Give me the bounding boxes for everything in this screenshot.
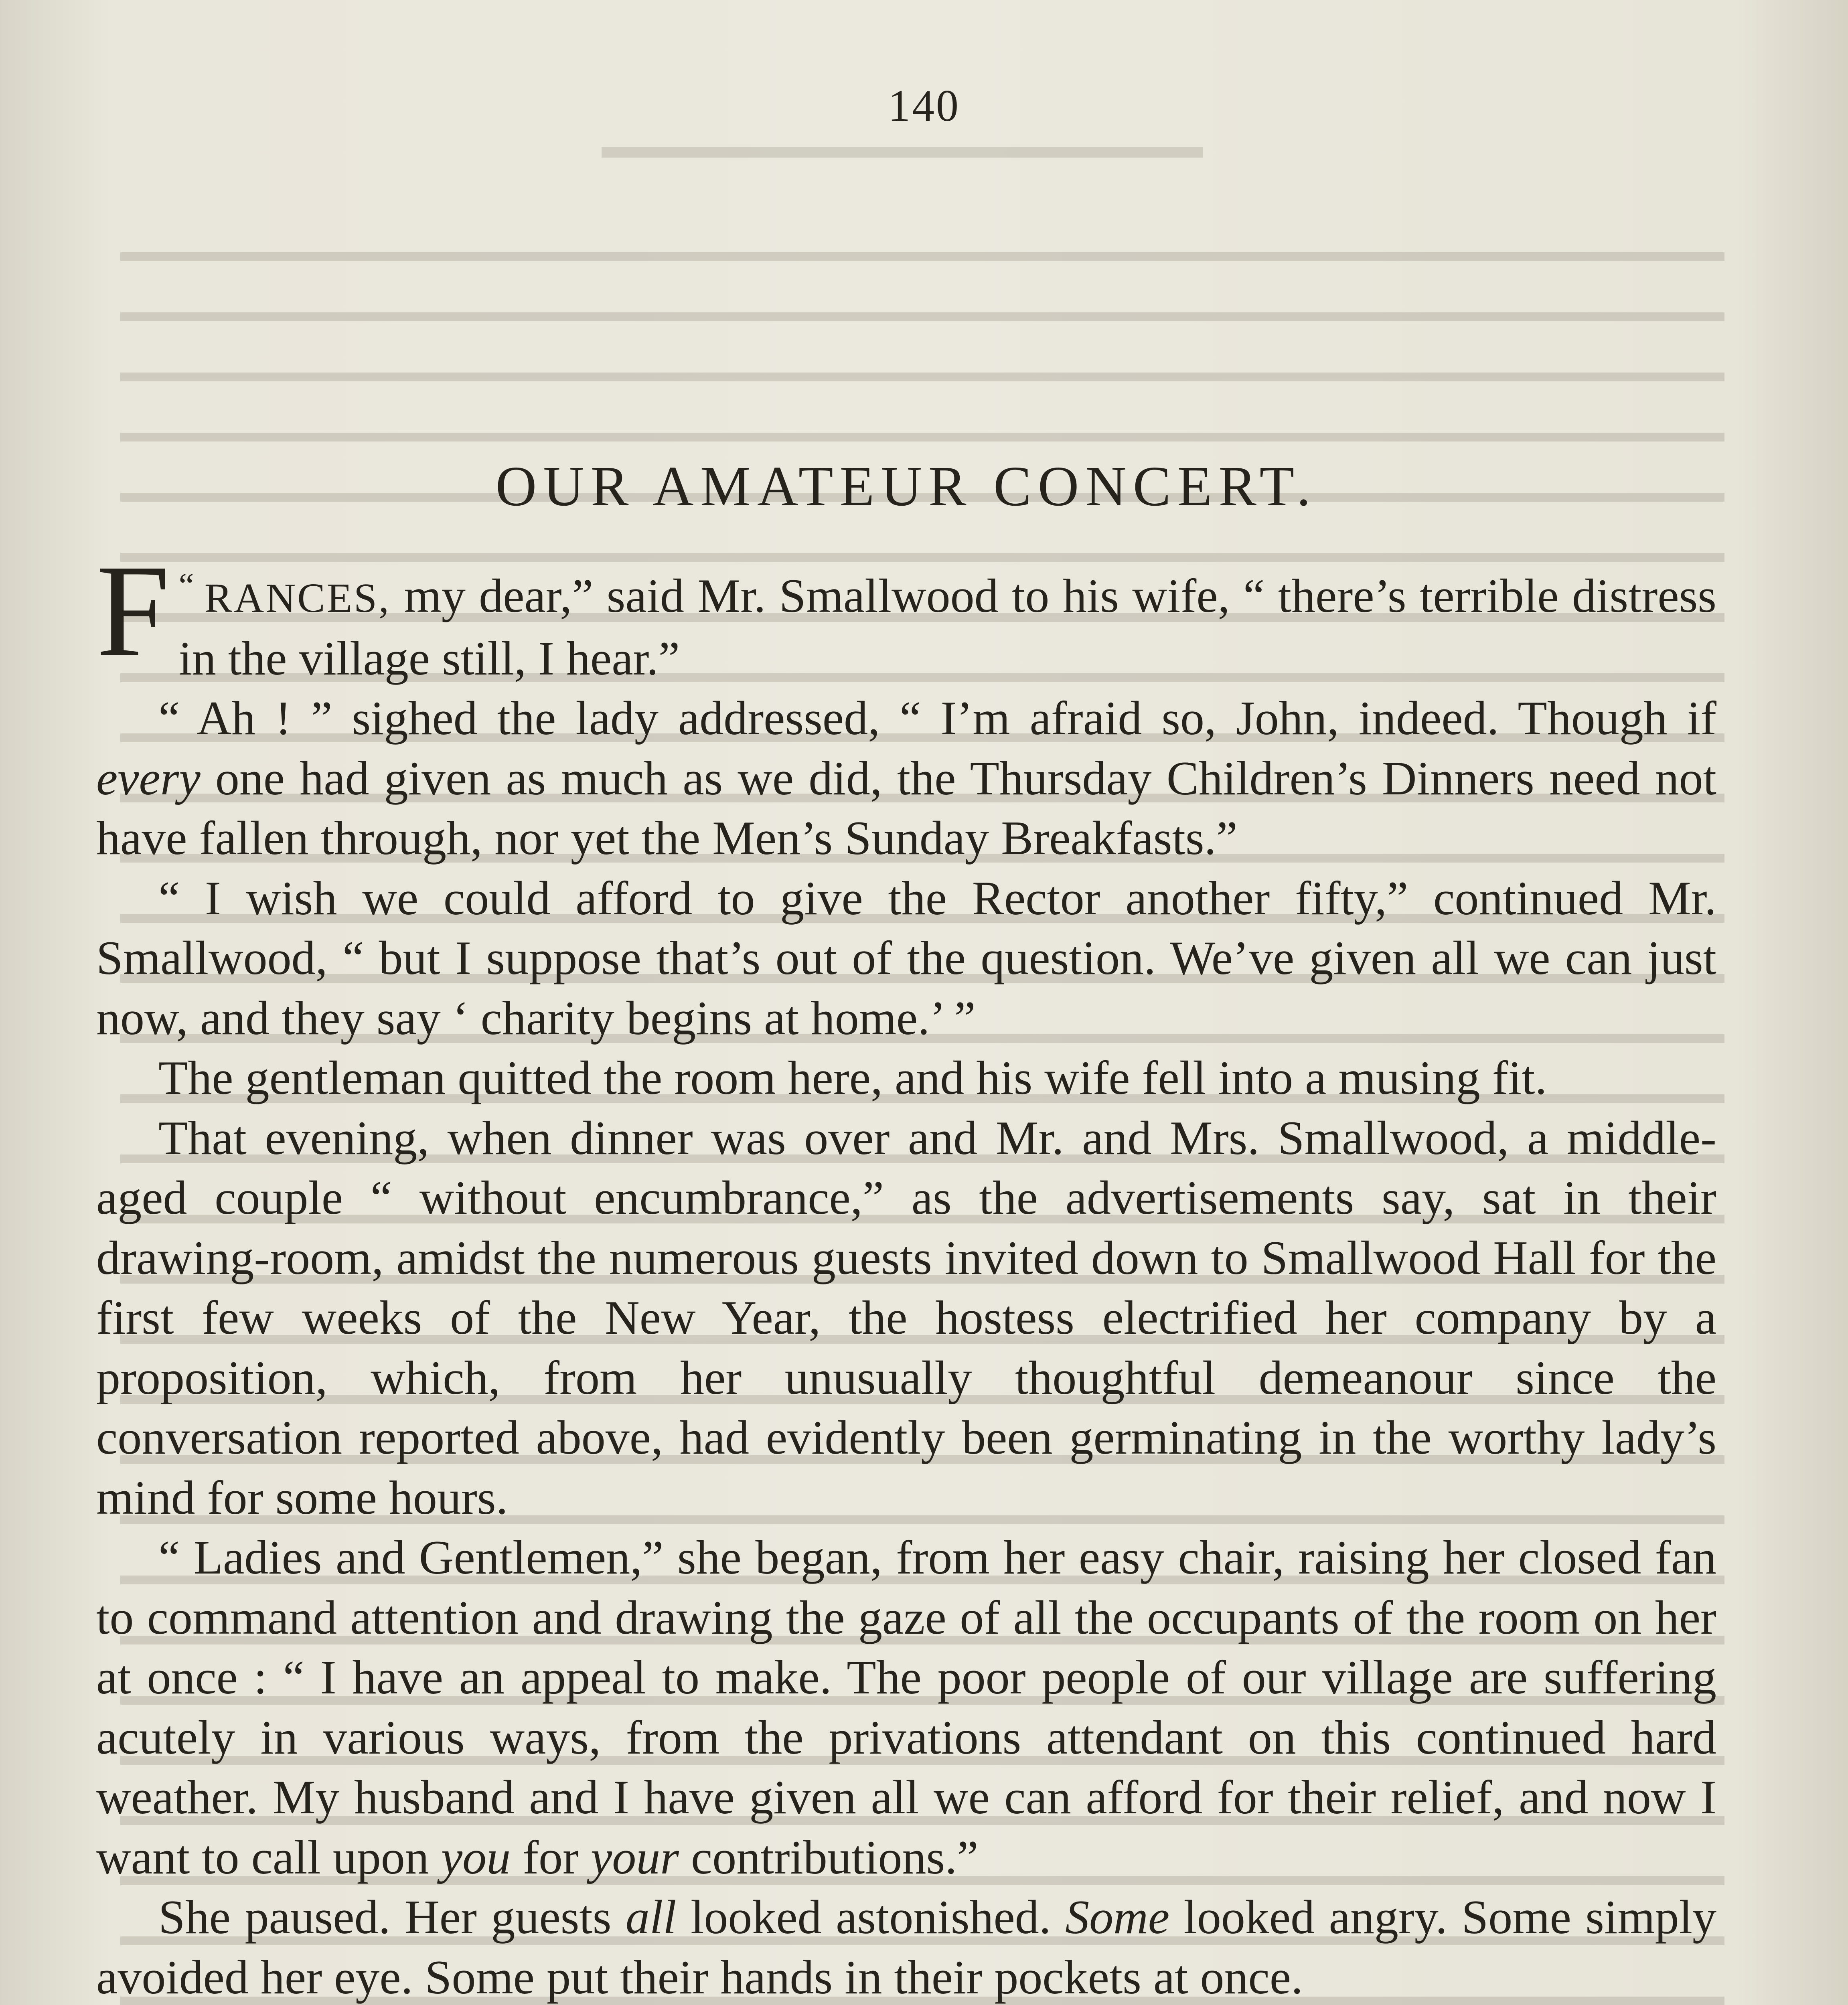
paragraph-5: That evening, when dinner was over and Mr. and Mrs. Smallwood, a middle-aged couple “ without encumbrance,” as the advertisements say, sat in their drawing-room, amidst the numerous guests invited down to Smallwood Hall for the first few weeks of the New Year, the hostess electrified her company by a proposition, which, from her unusually thoughtful demeanour since the conversation reported above, had evidently been germinating in the worthy lady’s mind for some hours.: [96, 1111, 1716, 1524]
paragraph-3: “ I wish we could afford to give the Rector another fifty,” continued Mr. Smallwood, “ but I suppose that’s out of the question. We’ve given all we can just now, and they say ‘ charity begins at home.’ ”: [96, 871, 1716, 1045]
paragraph-6-text-c: contributions.”: [679, 1830, 979, 1884]
paragraph-6-italic-1: you: [441, 1830, 511, 1884]
paragraph-7-italic-1: all: [625, 1890, 677, 1944]
paragraph-1: [96, 538, 1716, 688]
paragraph-2: [96, 688, 1716, 868]
opening-quote: “: [178, 566, 194, 604]
paragraph-7-italic-2: Some: [1065, 1890, 1170, 1944]
paragraph-6-text-a: “ Ladies and Gentlemen,” she began, from her easy chair, raising her closed fan to command attention and drawing the gaze of all the occupants of the room on her at once : “ I have an appeal to make. The poor people of our village are suffering acutely in various ways, from the privations attendant on this continued hard weather. My husband and I have given all we can afford for their relief, and now I want to call upon: [96, 1531, 1716, 1884]
page-number: 140: [888, 81, 960, 131]
paragraph-6: [96, 1527, 1716, 1887]
chapter-title: OUR AMATEUR CONCERT.: [495, 454, 1317, 518]
paragraph-1-text: my dear,” said Mr. Smallwood to his wife, “ there’s terrible distress in the village still, I hear.”: [178, 569, 1716, 685]
paragraph-6-text-b: for: [511, 1830, 591, 1884]
article-body: [96, 538, 1716, 2005]
paragraph-6-italic-2: your: [591, 1830, 679, 1884]
paragraph-7: [96, 1887, 1716, 2005]
paragraph-2-text-b: one had given as much as we did, the Thursday Children’s Dinners need not have fallen through, nor yet the Men’s Sunday Breakfasts.”: [96, 751, 1716, 865]
small-caps-word: RANCES,: [204, 575, 391, 621]
paragraph-4: The gentleman quitted the room here, and his wife fell into a musing fit.: [158, 1051, 1547, 1104]
paragraph-2-italic: every: [96, 751, 201, 805]
drop-cap-letter: F: [96, 538, 170, 684]
paragraph-7-text-b: looked astonished.: [676, 1890, 1066, 1944]
paragraph-2-text-a: “ Ah ! ” sighed the lady addressed, “ I’m afraid so, John, indeed. Though if: [158, 691, 1716, 745]
paragraph-7-text-c: looked angry. Some simply avoided her eye. Some put their hands in their pockets at once.: [96, 1890, 1716, 2004]
paragraph-7-text-a: She paused. Her guests: [158, 1890, 626, 1944]
